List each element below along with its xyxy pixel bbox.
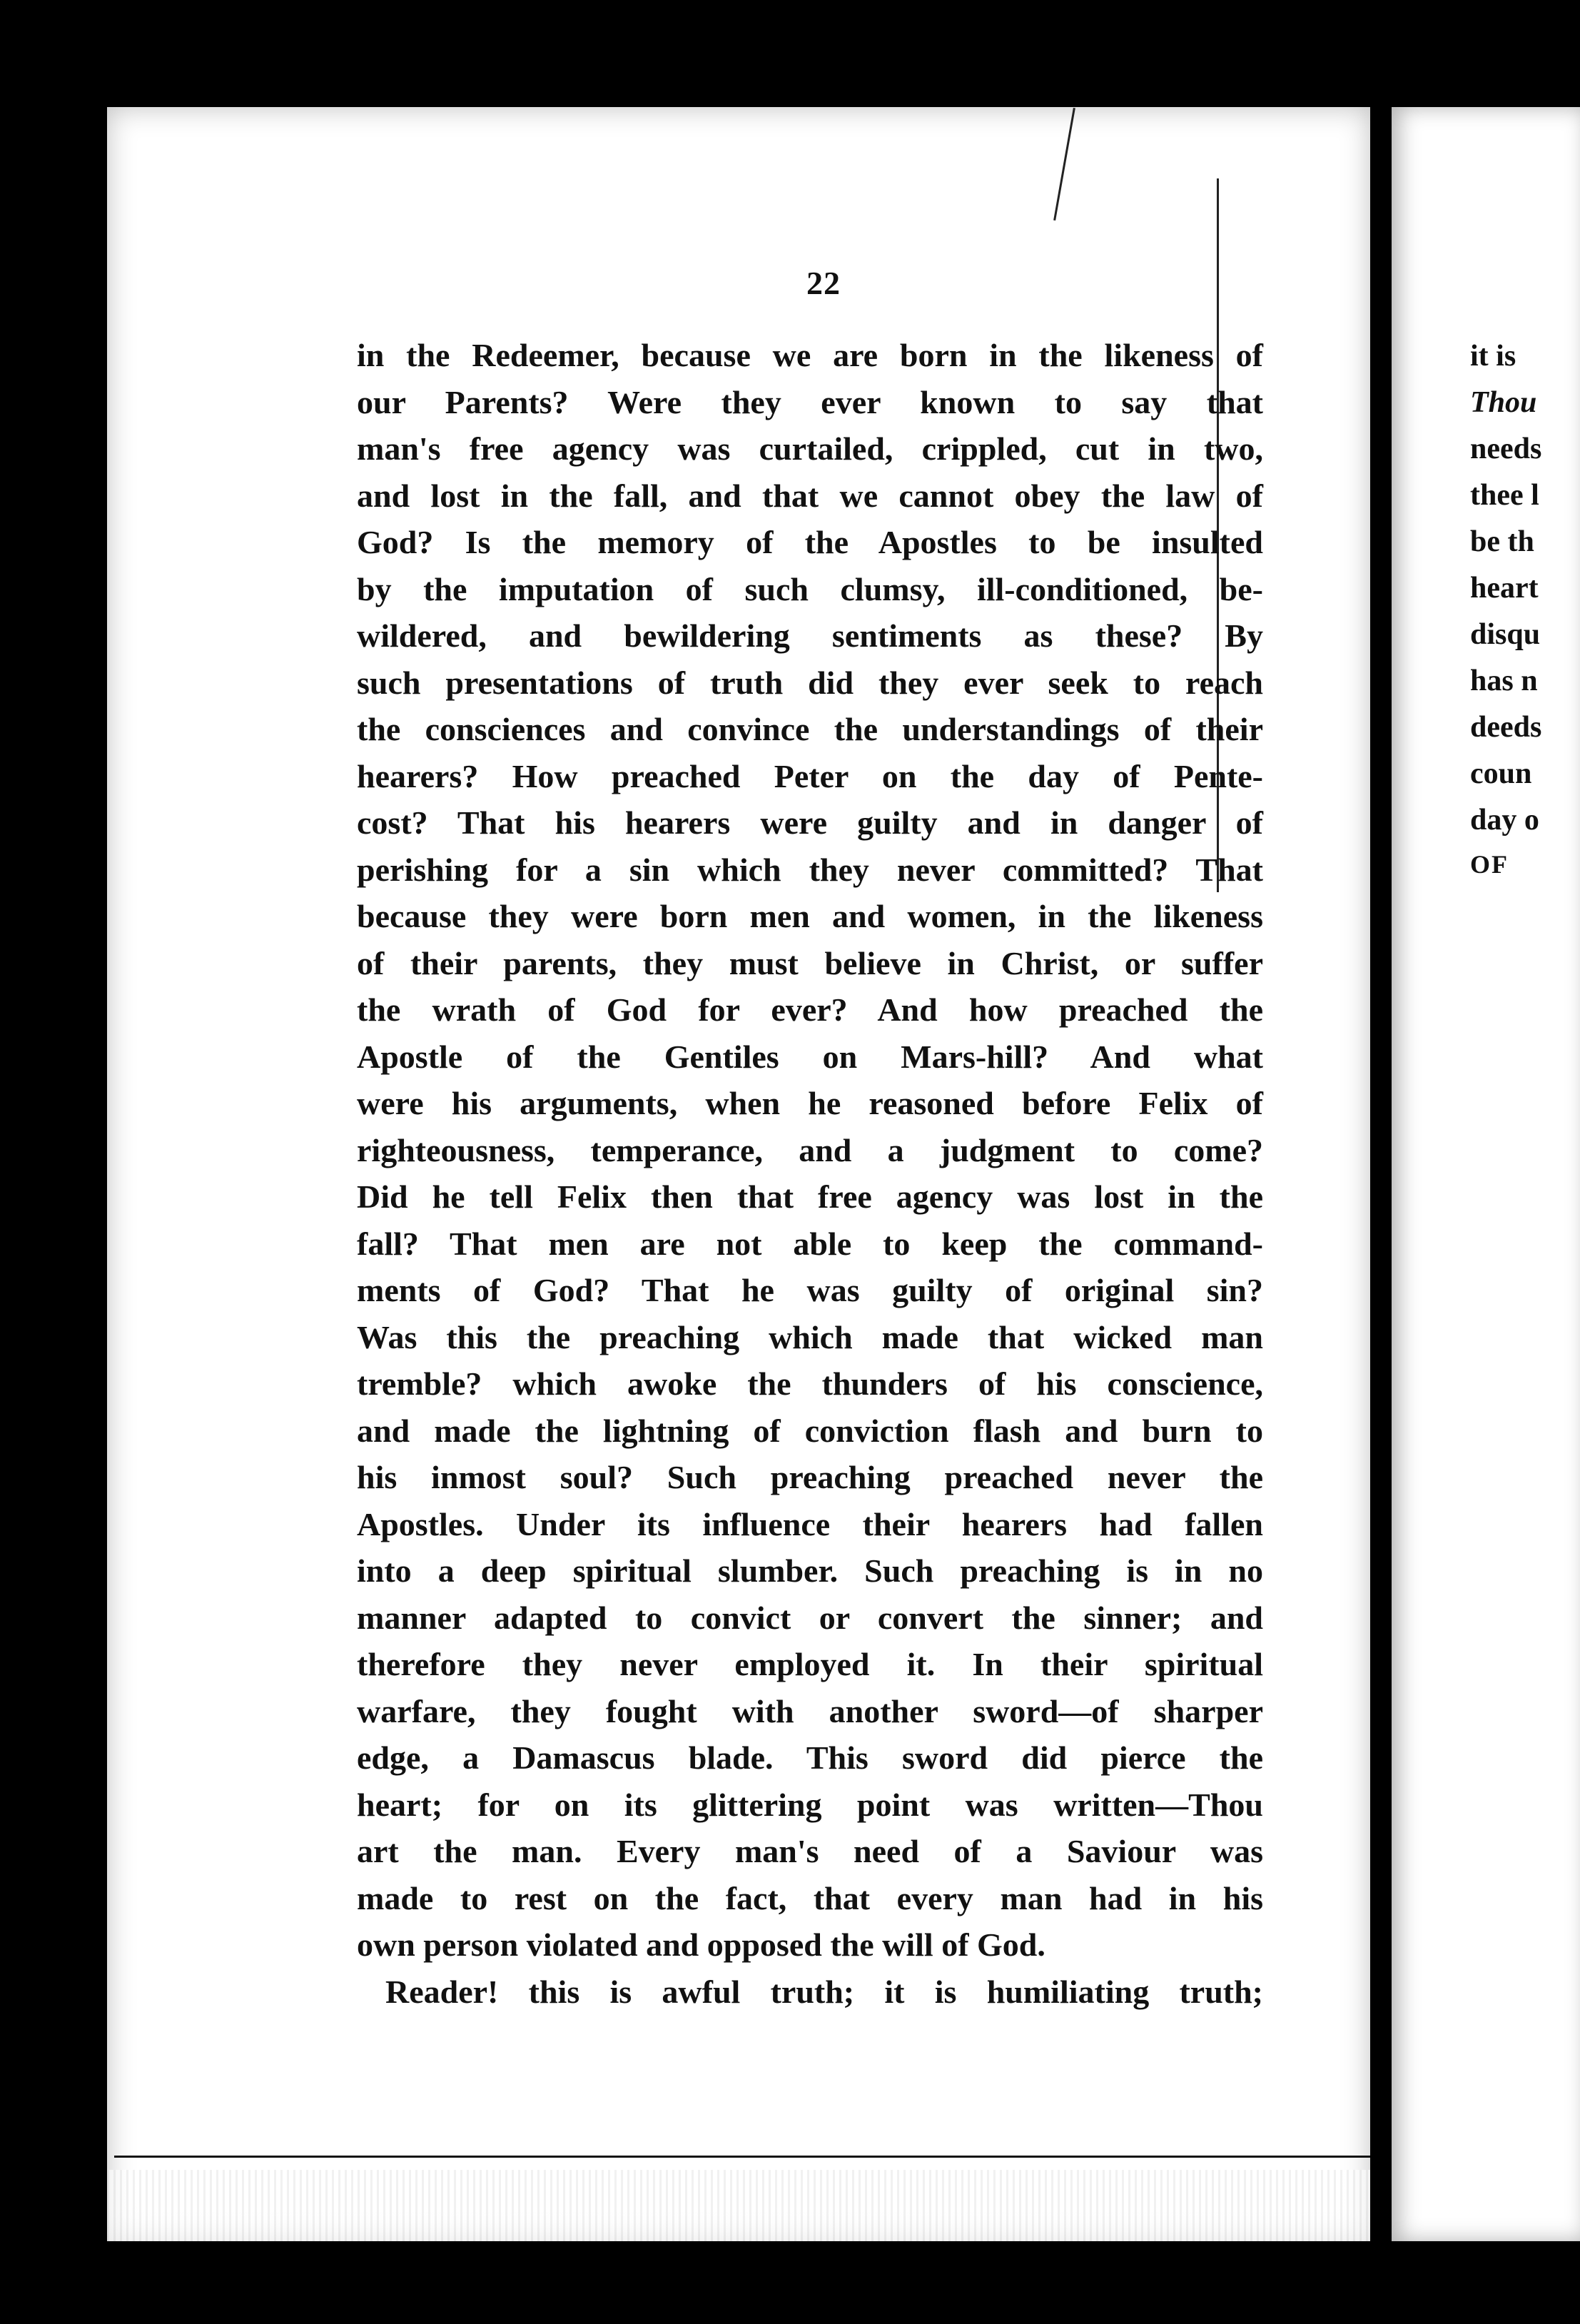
text-line: because they were born men and women, in the likeness	[357, 898, 1263, 934]
text-line: were his arguments, when he reasoned before Felix of	[357, 1085, 1263, 1121]
text-line: tremble? which awoke the thunders of his conscience,	[357, 1365, 1263, 1402]
text-line: righteousness, temperance, and a judgment to come?	[357, 1131, 1263, 1168]
text-line: therefore they never employed it. In their spiritual	[357, 1646, 1263, 1682]
adjacent-line: disqu	[1470, 618, 1541, 651]
adjacent-line: heart	[1470, 572, 1539, 605]
text-line: the consciences and convince the understandings of their	[357, 711, 1263, 747]
text-line: Apostle of the Gentiles on Mars-hill? And what	[357, 1038, 1263, 1075]
text-line: edge, a Damascus blade. This sword did pierce the	[357, 1739, 1263, 1776]
text-line: made to rest on the fact, that every man had in his	[357, 1879, 1263, 1916]
adjacent-line: coun	[1470, 757, 1532, 790]
body-text	[357, 332, 1263, 2015]
text-line: such presentations of truth did they ever seek to reach	[357, 664, 1263, 701]
text-line: man's free agency was curtailed, crippled, cut in two,	[357, 430, 1263, 467]
text-line: and lost in the fall, and that we cannot obey the law of	[357, 477, 1263, 514]
text-line: fall? That men are not able to keep the command-	[357, 1225, 1263, 1262]
text-line: heart; for on its glittering point was written—Thou	[357, 1786, 1263, 1823]
page-edge	[107, 2170, 1370, 2241]
text-line: manner adapted to convict or convert the sinner; and	[357, 1599, 1263, 1636]
text-line: own person violated and opposed the will of God.	[357, 1926, 1045, 1963]
adjacent-line: Thou	[1470, 386, 1537, 419]
page-gutter	[1370, 107, 1392, 2241]
text-line: into a deep spiritual slumber. Such preaching is in no	[357, 1552, 1263, 1589]
text-line: hearers? How preached Peter on the day of Pente-	[357, 757, 1263, 794]
text-line: by the imputation of such clumsy, ill-conditioned, be-	[357, 570, 1263, 607]
adjacent-line: day o	[1470, 804, 1539, 837]
text-line: of their parents, they must believe in Christ, or suffer	[357, 944, 1263, 981]
text-line: wildered, and bewildering sentiments as these? By	[357, 617, 1263, 654]
text-line: God? Is the memory of the Apostles to be insulted	[357, 524, 1263, 560]
text-line: Apostles. Under its influence their hearers had fallen	[357, 1505, 1263, 1542]
adjacent-line: be th	[1470, 525, 1534, 558]
text-line: his inmost soul? Such preaching preached never the	[357, 1459, 1263, 1495]
adjacent-line: needs	[1470, 433, 1542, 465]
text-line: Reader! this is awful truth; it is humiliating truth;	[385, 1973, 1263, 2010]
adjacent-line: thee l	[1470, 479, 1539, 512]
text-line: our Parents? Were they ever known to say that	[357, 383, 1263, 420]
text-line: Did he tell Felix then that free agency was lost in the	[357, 1178, 1263, 1215]
adjacent-line: has n	[1470, 665, 1538, 697]
adjacent-line: it is	[1470, 340, 1516, 373]
text-line: ments of God? That he was guilty of original sin?	[357, 1272, 1263, 1308]
adjacent-page	[1392, 107, 1580, 2241]
bottom-rule	[114, 2156, 1370, 2158]
text-line: in the Redeemer, because we are born in the likeness of	[357, 337, 1263, 373]
text-line: and made the lightning of conviction flash and burn to	[357, 1412, 1263, 1449]
text-line: warfare, they fought with another sword—of sharper	[357, 1692, 1263, 1729]
text-line: cost? That his hearers were guilty and in danger of	[357, 804, 1263, 841]
adjacent-line: deeds	[1470, 711, 1542, 744]
adjacent-line: OF	[1470, 850, 1509, 879]
text-line: Was this the preaching which made that wicked man	[357, 1318, 1263, 1355]
page-number: 22	[806, 265, 841, 301]
text-line: perishing for a sin which they never committed? That	[357, 851, 1263, 888]
text-line: the wrath of God for ever? And how preached the	[357, 991, 1263, 1028]
text-line: art the man. Every man's need of a Saviour was	[357, 1833, 1263, 1869]
